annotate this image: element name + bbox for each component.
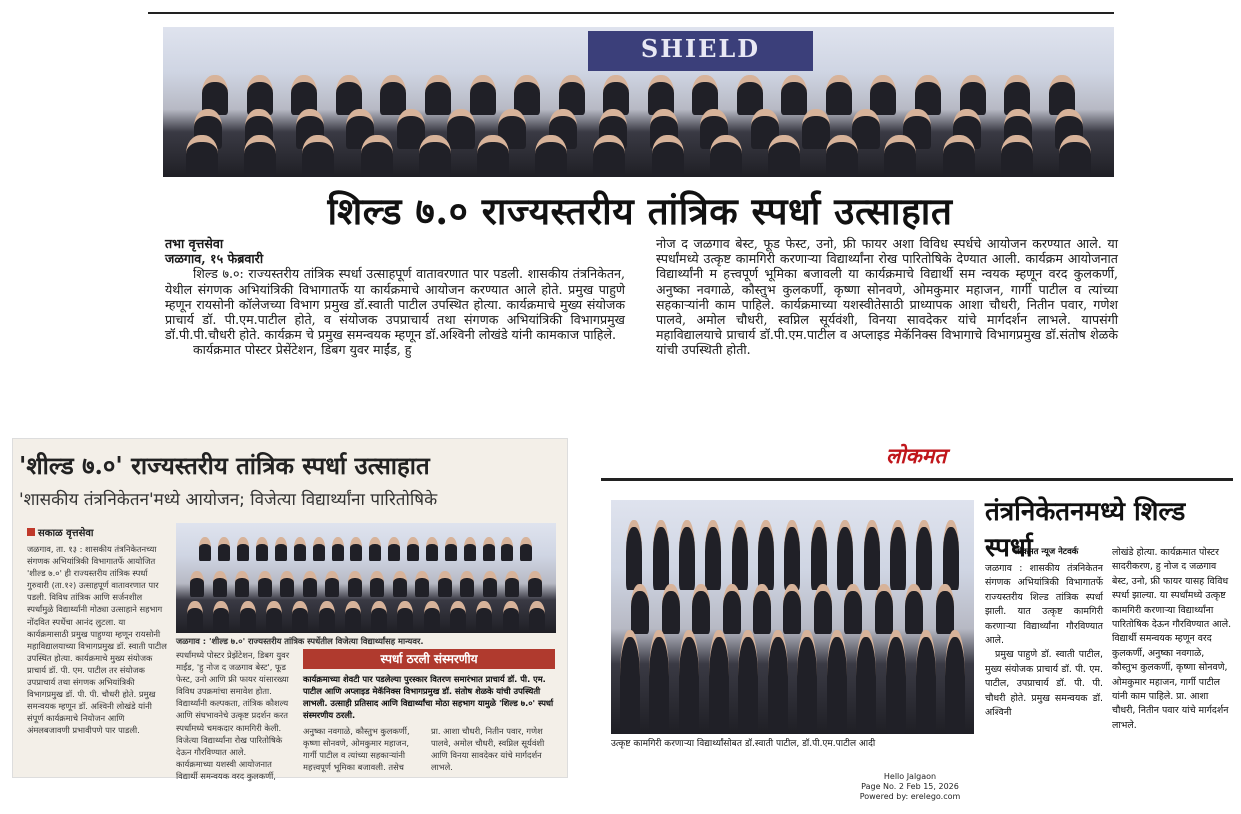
dateline: जळगाव, १५ फेब्रवारी (165, 251, 264, 267)
article-top-col2: नोज द जळगाव बेस्ट, फूड फेस्ट, उनो, फ्री फायर अशा विविध स्पर्धचे आयोजन करण्यात आले. या स्पर्धांमध्ये उत्कृष्ट कामगिरी करणाऱ्या विद्यार्थ्यांना रोख पारितोषिके देण्यात आली. कार्यक्रम आयोजनात विद्यार्थ्यांनी म हत्त्वपूर्ण भूमिका बजावली या कार्यक्रमाचे विद्यार्थी सम न्वयक म्हणून वरद कुलकर्णी, अनुष्का नवगाळे, कौस्तुभ कुलकर्णी, कृष्णा सोनवणे, ओमकुमार महाजन, गार्गी पाटील व त्यांच्या सहकाऱ्यांनी काम पाहिले. कार्यक्रमाच्या यशस्वीतेसाठी प्राध्यापक आशा चौधरी, नितीन पवार, गणेश पालवे, अमोल चौधरी, स्वप्निल सूर्यवंशी, विनया सावदेकर यांचे मार्गदर्शन लाभले. यापसंगी महाविद्यालयाचे प्राचार्य डॉ.पी.एम.पाटील व अप्लाइड मेकॅनिक्स विभागाचे विभागप्रमुख डॉ.संतोष शेळके यांची उपस्थिती होती. (656, 236, 1118, 358)
article-right-col2: लोखंडे होत्या. कार्यक्रमात पोस्टर सादरीकरण, हु नोज द जळगाव बेस्ट, उनो, फ्री फायर यासह विविध स्पर्धा झाल्या. या स्पर्धांमध्ये उत्कृष्ट कामगिरी करणाऱ्या विद्यार्थ्यांना पारितोषिक देऊन गौरविण्यात आले. विद्यार्थी समन्वयक म्हणून वरद कुलकर्णी, अनुष्का नवगाळे, कौस्तुभ कुलकर्णी, कृष्णा सोनवणे, ओमकुमार महाजन, गार्गी पाटील यांनी काम पाहिले. प्रा. आशा चौधरी, नितीन पवार यांचे मार्गदर्शन लाभले. (1112, 547, 1232, 731)
subheadline-left: 'शासकीय तंत्रनिकेतन'मध्ये आयोजन; विजेत्या विद्यार्थ्यांना पारितोषिके (19, 490, 438, 510)
article-left-col3: अनुष्का नवगाळे, कौस्तुभ कुलकर्णी, कृष्णा सोनवणे, ओमकुमार महाजन, गार्गी पाटील व त्यांच्या सहकाऱ्यांनी महत्त्वपूर्ण भूमिका बजावली. तसेच (303, 726, 410, 773)
article-left-col4: प्रा. आशा चौधरी, नितीन पवार, गणेश पालवे, अमोल चौधरी, स्वप्निल सूर्यवंशी आणि विनया सावदेकर यांचे मार्गदर्शन लाभले. (431, 726, 545, 773)
byline: तभा वृत्तसेवा (165, 236, 224, 251)
source-right: लोकमत न्यूज नेटवर्क (1014, 547, 1079, 557)
source-left: सकाळ वृत्तसेवा (27, 525, 94, 539)
article-top-col1 (165, 236, 625, 358)
headline-right: तंत्रनिकेतनमध्ये शिल्ड स्पर्धा (985, 497, 1186, 563)
footer-site: Hello Jalgaon (883, 772, 937, 781)
footer-powered: Powered by: erelego.com (859, 792, 961, 801)
footer-page: Page No. 2 Feb 15, 2026 (861, 782, 959, 791)
article-left-body2-tail: कार्यक्रमाच्या यशस्वी आयोजनात विद्यार्थी समन्वयक वरद कुलकर्णी, (176, 758, 276, 781)
group-photo-top (163, 27, 1114, 177)
article-top-body1-tail: कार्यक्रमात पोस्टर प्रेसेंटेशन, डिबग युवर माईंड, हु (193, 342, 412, 358)
group-photo-right (611, 500, 974, 734)
lokmat-logo: लोकमत (886, 443, 947, 468)
photo-banner: SHIELD (588, 31, 813, 71)
article-left-body2: स्पर्धांमध्ये पोस्टर प्रेझेंटेशन, डिबग युवर माईंड, 'हु नोज द जळगाव बेस्ट', फूड फेस्ट, उनो आणि फ्री फायर यांसारख्या विविध उपक्रमांचा समावेश होता. विद्यार्थ्यांनी कल्पकता, तांत्रिक कौशल्य आणि संघभावनेचे उत्कृष्ट प्रदर्शन करत स्पर्धांमध्ये चमकदार कामगिरी केली. विजेत्या विद्यार्थ्यांना रोख पारितोषिके देऊन गौरविण्यात आले. (176, 650, 290, 757)
photo-caption-left: जळगाव : 'शील्ड ७.०' राज्यस्तरीय तांत्रिक स्पर्धेतील विजेत्या विद्यार्थ्यांसह मान्यवर. (176, 636, 424, 646)
article-right-body1b: प्रमुख पाहुणे डॉ. स्वाती पाटील, मुख्य संयोजक प्राचार्य डॉ. पी. एम. पाटील, उपप्राचार्य डॉ. पी. पी. चौधरी होते. प्रमुख समन्वयक डॉ. अश्विनी (985, 649, 1103, 719)
clipping-sakal (12, 438, 568, 781)
photo-caption-right: उत्कृष्ट कामगिरी करणाऱ्या विद्यार्थ्यांसोबत डॉ.स्वाती पाटील, डॉ.पी.एम.पाटील आदी (611, 739, 876, 749)
article-top-body1: शिल्ड ७.०: राज्यस्तरीय तांत्रिक स्पर्धा उत्साहपूर्ण वातावरणात पार पडली. शासकीय तंत्रनिकेतन, येथील संगणक अभियांत्रिकी विभागातर्फे या कार्यक्रमाचे आयोजन करण्यात आले होते. प्रमुख पाहुणे म्हणून रायसोनी कॉलेजच्या विभाग प्रमुख डॉ.स्वाती पाटील उपस्थित होत्या. कार्यक्रमाचे मुख्य संयोजक प्राचार्य डॉ. पी.एम.पाटील होते, व संयोजक उपप्राचार्य तथा संगणक अभियांत्रिकी विभागप्रमुख डॉ.पी.पी.चौधरी होते. कार्यक्रम चे प्रमुख समन्वयक म्हणून डॉ.अश्विनी लोखंडे यांनी कामकाज पाहिले. (165, 266, 625, 343)
article-right-body1: जळगाव : शासकीय तंत्रनिकेतन संगणक अभियांत्रिकी विभागातर्फे राज्यस्तरीय शिल्ड तांत्रिक स्पर्धा झाली. यात उत्कृष्ट कामगिरी करणाऱ्या विद्यार्थ्यांना गौरविण्यात आले. (985, 563, 1103, 647)
top-rule (148, 12, 1114, 14)
headline-left: 'शील्ड ७.०' राज्यस्तरीय तांत्रिक स्पर्धा उत्साहात (19, 451, 430, 480)
box-title-left: स्पर्धा ठरली संस्मरणीय (303, 649, 555, 669)
headline-top: शिल्ड ७.० राज्यस्तरीय तांत्रिक स्पर्धा उत्साहात (327, 189, 953, 233)
group-photo-left (176, 523, 556, 633)
footer (850, 772, 970, 802)
lokmat-rule (601, 478, 1233, 481)
article-left-col2 (176, 649, 296, 781)
box-text-left: कार्यक्रमाच्या शेवटी पार पडलेल्या पुरस्कार वितरण समारंभात प्राचार्य डॉ. पी. एम. पाटील आणि अप्लाइड मेकॅनिक्स विभागप्रमुख डॉ. संतोष शेळके यांची उपस्थिती लाभली. उत्साही प्रतिसाद आणि विद्यार्थ्यांचा मोठा सहभाग यामुळे 'शिल्ड ७.०' स्पर्धा संस्मरणीय ठरली. (303, 674, 554, 721)
article-left-col1: जळगाव, ता. १३ : शासकीय तंत्रनिकेतनच्या संगणक अभियांत्रिकी विभागातर्फे आयोजित 'शील्ड ७.०' ही राज्यस्तरीय तांत्रिक स्पर्धा गुरुवारी (ता.१२) उत्साहपूर्ण वातावरणात पार पडली. विविध तांत्रिक आणि सर्जनशील स्पर्धांमुळे विद्यार्थ्यांनी मोठ्या उत्साहाने सहभाग नोंदवित स्पर्धेचा आनंद लुटला. या कार्यक्रमासाठी प्रमुख पाहुण्या म्हणून रायसोनी महाविद्यालयाच्या विभागप्रमुख डॉ. स्वाती पाटील उपस्थित होत्या. कार्यक्रमाचे मुख्य संयोजक प्राचार्य डॉ. पी. एम. पाटील तर संयोजक उपप्राचार्य तथा संगणक अभियांत्रिकी विभागप्रमुख डॉ. पी. पी. चौधरी होते. प्रमुख समन्वयक म्हणून डॉ. अश्विनी लोखंडे यांनी संपूर्ण कार्यक्रमाचे नियोजन आणि अंमलबजावणी प्रभावीपणे पार पाडली. (27, 544, 167, 736)
article-right-col1 (985, 562, 1103, 720)
